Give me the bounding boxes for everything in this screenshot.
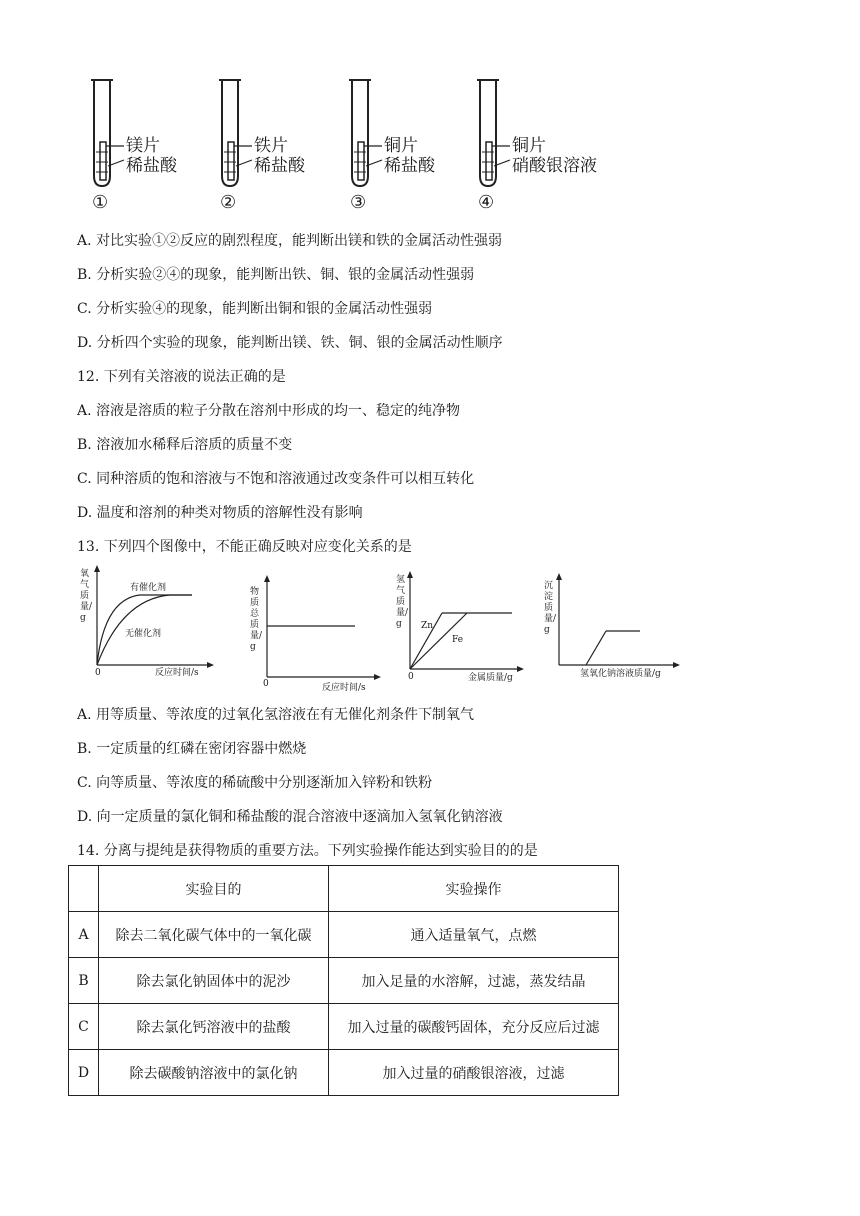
q12-option-c: C. 同种溶质的饱和溶液与不饱和溶液通过改变条件可以相互转化: [77, 471, 475, 487]
tube-number: ③: [350, 192, 367, 213]
x-axis-label: 反应时间/s: [155, 668, 199, 678]
solution-label: 稀盐酸: [254, 156, 305, 176]
table-cell: D: [69, 1050, 99, 1096]
table-cell: 除去二氧化碳气体中的一氧化碳: [99, 912, 329, 958]
graph-b-plot: [240, 565, 390, 695]
table-row: [69, 1050, 619, 1096]
curve-label: Zn: [421, 621, 434, 631]
table-cell: 除去氯化钙溶液中的盐酸: [99, 1004, 329, 1050]
metal-label: 铁片: [254, 136, 288, 156]
test-tube-4: [466, 74, 616, 224]
q12-option-a: A. 溶液是溶质的粒子分散在溶剂中形成的均一、稳定的纯净物: [77, 403, 461, 419]
q13-option-b: B. 一定质量的红磷在密闭容器中燃烧: [77, 741, 307, 757]
tube-number: ①: [92, 192, 109, 213]
x-axis-label: 金属质量/g: [468, 673, 513, 683]
q12-option-d: D. 温度和溶剂的种类对物质的溶解性没有影响: [77, 505, 363, 521]
table-header-cell: [69, 866, 99, 912]
table-header-cell: 实验操作: [329, 866, 619, 912]
metal-label: 镁片: [126, 136, 160, 156]
metal-label: 铜片: [384, 136, 418, 156]
table-cell: 除去氯化钠固体中的泥沙: [99, 958, 329, 1004]
q14-stem: 14. 分离与提纯是获得物质的重要方法。下列实验操作能达到实验目的的是: [77, 843, 538, 859]
metal-label: 铜片: [512, 136, 546, 156]
y-axis-label: 氧气质量/g: [80, 569, 93, 623]
y-axis-label: 沉淀质量/g: [544, 581, 557, 635]
q13-option-c: C. 向等质量、等浓度的稀硫酸中分别逐渐加入锌粉和铁粉: [77, 775, 433, 791]
solution-label: 硝酸银溶液: [512, 156, 597, 176]
q11-option-a: A. 对比实验①②反应的剧烈程度，能判断出镁和铁的金属活动性强弱: [77, 233, 503, 249]
q12-stem: 12. 下列有关溶液的说法正确的是: [77, 369, 286, 385]
q11-option-d: D. 分析四个实验的现象，能判断出镁、铁、铜、银的金属活动性顺序: [77, 335, 503, 351]
table-cell: 通入适量氧气，点燃: [329, 912, 619, 958]
table-cell: A: [69, 912, 99, 958]
solution-label: 稀盐酸: [384, 156, 435, 176]
y-axis-label: 氢气质量/g: [396, 575, 409, 629]
test-tube-drawing: [466, 74, 526, 194]
table-row: [69, 1004, 619, 1050]
table-row: [69, 912, 619, 958]
origin-label: 0: [408, 672, 414, 682]
x-axis-label: 反应时间/s: [322, 683, 366, 693]
q13-option-a: A. 用等质量、等浓度的过氧化氢溶液在有无催化剂条件下制氧气: [77, 707, 475, 723]
curve-label: 有催化剂: [130, 583, 167, 593]
table-cell: 加入过量的硝酸银溶液，过滤: [329, 1050, 619, 1096]
tube-number: ②: [220, 192, 237, 213]
test-tube-drawing: [208, 74, 268, 194]
q13-stem: 13. 下列四个图像中，不能正确反映对应变化关系的是: [77, 539, 412, 555]
graph-c-plot: [392, 565, 532, 685]
test-tube-drawing: [338, 74, 398, 194]
solution-label: 稀盐酸: [126, 156, 177, 176]
q11-option-b: B. 分析实验②④的现象，能判断出铁、铜、银的金属活动性强弱: [77, 267, 475, 283]
tube-number: ④: [478, 192, 495, 213]
graph-d-plot: [540, 565, 690, 685]
table-header-row: [69, 866, 619, 912]
table-cell: C: [69, 1004, 99, 1050]
test-tube-2: [208, 74, 358, 224]
q12-option-b: B. 溶液加水稀释后溶质的质量不变: [77, 437, 293, 453]
curve-label: Fe: [452, 635, 464, 645]
test-tube-figure: [80, 74, 640, 224]
q13-option-d: D. 向一定质量的氯化铜和稀盐酸的混合溶液中逐滴加入氢氧化钠溶液: [77, 809, 503, 825]
q14-table: [68, 865, 619, 1096]
table-cell: B: [69, 958, 99, 1004]
table-cell: 加入过量的碳酸钙固体，充分反应后过滤: [329, 1004, 619, 1050]
origin-label: 0: [263, 679, 269, 689]
table-cell: 加入足量的水溶解，过滤，蒸发结晶: [329, 958, 619, 1004]
origin-label: 0: [95, 668, 101, 678]
table-cell: 除去碳酸钠溶液中的氯化钠: [99, 1050, 329, 1096]
table-header-cell: 实验目的: [99, 866, 329, 912]
q13-graphs: [70, 565, 690, 695]
test-tube-drawing: [80, 74, 140, 194]
x-axis-label: 氢氧化钠溶液质量/g: [580, 669, 661, 679]
y-axis-label: 物质总质量/g: [250, 587, 263, 652]
curve-label: 无催化剂: [125, 629, 162, 639]
q11-option-c: C. 分析实验④的现象，能判断出铜和银的金属活动性强弱: [77, 301, 433, 317]
table-row: [69, 958, 619, 1004]
